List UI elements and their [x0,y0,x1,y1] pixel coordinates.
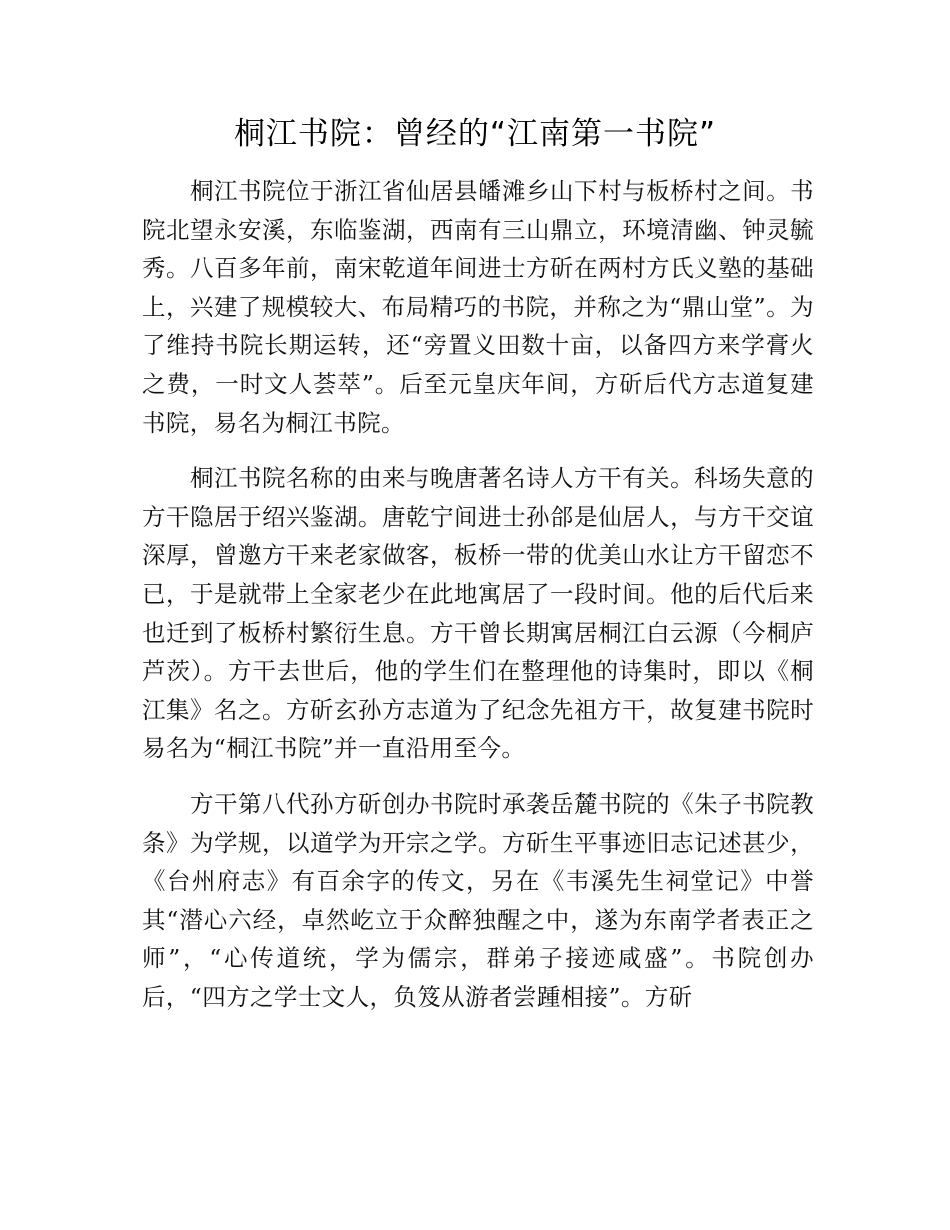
paragraph-1: 桐江书院位于浙江省仙居县皤滩乡山下村与板桥村之间。书院北望永安溪，东临鉴湖，西南有三山鼎立，环境清幽、钟灵毓秀。八百多年前，南宋乾道年间进士方斫在两村方氏义塾的基础上，兴建了规模较大、布局精巧的书院，并称之为“鼎山堂”。为了维持书院长期运转，还“旁置义田数十亩，以备四方来学膏火之费，一时文人荟萃”。后至元皇庆年间，方斫后代方志道复建书院，易名为桐江书院。 [142,177,814,437]
paragraph-3: 方干第八代孙方斫创办书院时承袭岳麓书院的《朱子书院教条》为学规，以道学为开宗之学。方斫生平事迹旧志记述甚少，《台州府志》有百余字的传文，另在《韦溪先生祠堂记》中誉其“潜心六经，卓然屹立于众醉独醒之中，遂为东南学者表正之师”，“心传道统，学为儒宗，群弟子接迹咸盛”。书院创办后，“四方之学士文人，负笈从游者尝踵相接”。方斫 [142,789,814,1011]
document-title: 桐江书院：曾经的“江南第一书院” [233,116,717,152]
document-body [142,172,814,1033]
paragraph-2: 桐江书院名称的由来与晚唐著名诗人方干有关。科场失意的方干隐居于绍兴鉴湖。唐乾宁间进士孙郃是仙居人，与方干交谊深厚，曾邀方干来老家做客，板桥一带的优美山水让方干留恋不已，于是就带上全家老少在此地寓居了一段时间。他的后代后来也迁到了板桥村繁衍生息。方干曾长期寓居桐江白云源（今桐庐芦茨）。方干去世后，他的学生们在整理他的诗集时，即以《桐江集》名之。方斫玄孙方志道为了纪念先祖方干，故复建书院时易名为“桐江书院”并一直沿用至今。 [142,464,814,763]
